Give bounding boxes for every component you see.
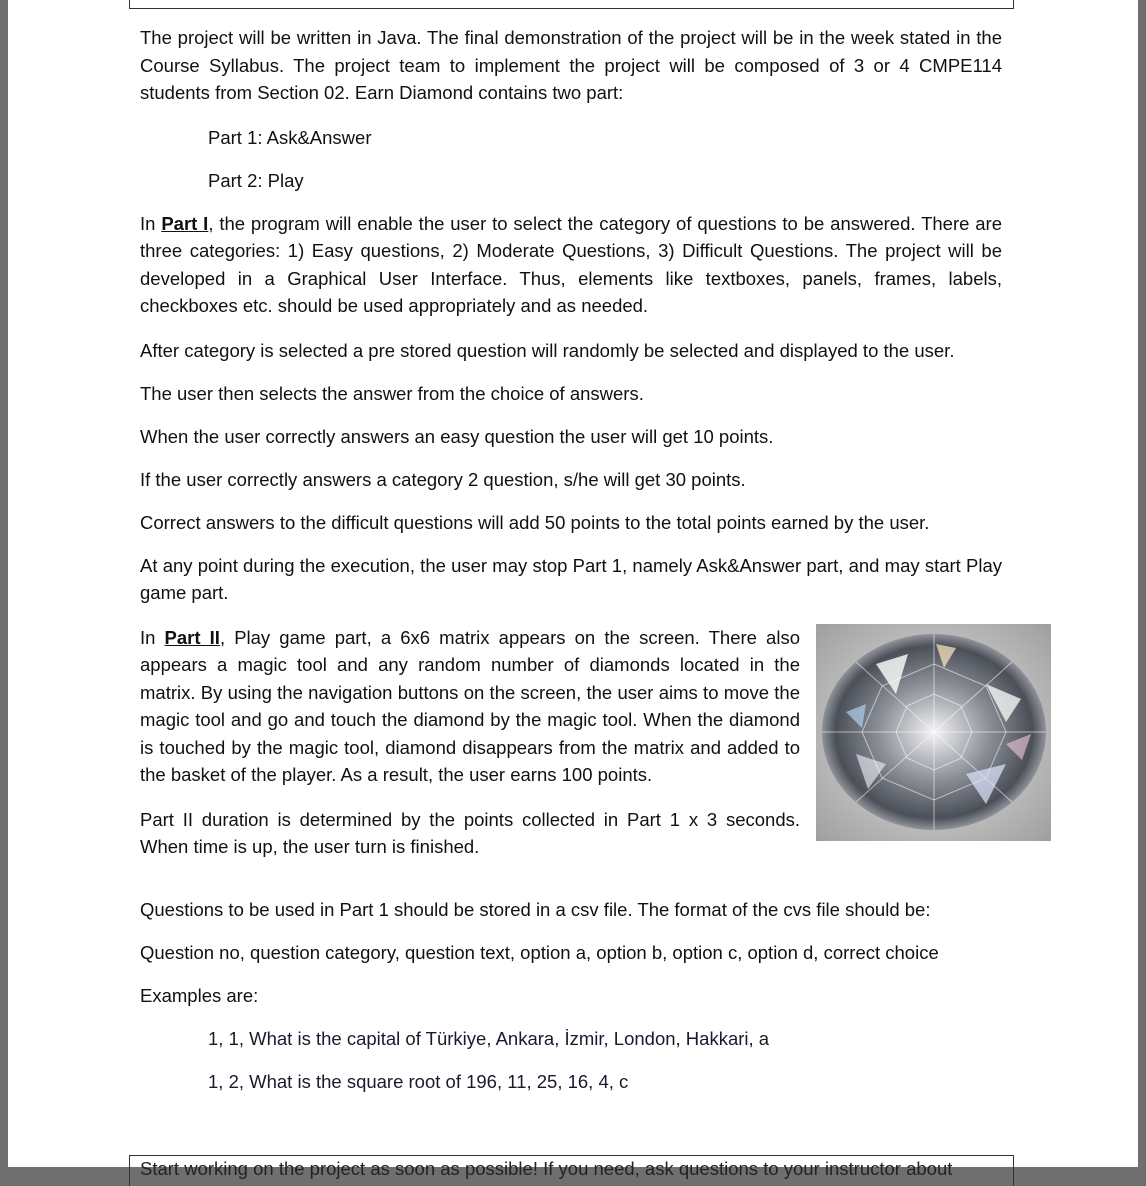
part-one-label: Part I — [161, 212, 209, 234]
footer-text: Start working on the project as soon as possible! If you need, ask questions to your instructor about — [140, 1158, 953, 1179]
examples-label: Examples are: — [140, 984, 259, 1006]
part-two-label: Part II — [164, 626, 220, 648]
part-two-text: , Play game part, a 6x6 matrix appears on the screen. There also appears a magic tool and any random number of diamonds located in the matrix. By using the navigation buttons on the screen, the user aims to move the magic tool and go and touch the diamond by the magic tool. When the diamond is touched by the magic tool, diamond disappears from the matrix and added to the basket of the player. As a result, the user earns 100 points. — [140, 626, 800, 785]
csv-intro-paragraph: Questions to be used in Part 1 should be stored in a csv file. The format of the cvs file should be: — [140, 898, 931, 920]
part-two-lead: In — [140, 626, 165, 648]
document-content — [140, 24, 1002, 1111]
diamond-photo-icon — [816, 624, 1051, 841]
csv-format-paragraph: Question no, question category, question text, option a, option b, option c, option d, correct choice — [140, 941, 939, 963]
part-one-lead: In — [140, 212, 162, 234]
stop-part-paragraph: At any point during the execution, the user may stop Part 1, namely Ask&Answer part, and may start Play game part. — [140, 554, 1002, 603]
example-line-2: 1, 2, What is the square root of 196, 11, 25, 16, 4, c — [208, 1070, 629, 1092]
example-line-1: 1, 1, What is the capital of Türkiye, Ankara, İzmir, London, Hakkari, a — [208, 1027, 770, 1049]
part-2-line: Part 2: Play — [208, 169, 304, 191]
difficult-points-paragraph: Correct answers to the difficult questions will add 50 points to the total points earned by the user. — [140, 511, 930, 533]
part-one-paragraph — [140, 210, 1002, 320]
select-answer-paragraph: The user then selects the answer from the choice of answers. — [140, 382, 644, 404]
diamond-image — [816, 624, 1051, 841]
category-selected-paragraph: After category is selected a pre stored question will randomly be selected and displayed to the user. — [140, 339, 955, 361]
intro-paragraph: The project will be written in Java. The final demonstration of the project will be in the week stated in the Course Syllabus. The project team to implement the project will be composed of 3 or 4 CMPE114 students from Section 02. Earn Diamond contains two part: — [140, 27, 1002, 103]
easy-points-paragraph: When the user correctly answers an easy question the user will get 10 points. — [140, 425, 774, 447]
part-one-text: , the program will enable the user to select the category of questions to be answered. There are three categories: 1) Easy questions, 2) Moderate Questions, 3) Difficult Questions. The project will be developed in a Graphical User Interface. Thus, elements like textboxes, panels, frames, labels, checkboxes etc. should be used appropriately and as needed. — [140, 212, 1003, 316]
top-bordered-box — [129, 0, 1014, 9]
duration-paragraph: Part II duration is determined by the points collected in Part 1 x 3 seconds. When time is up, the user turn is finished. — [140, 808, 800, 857]
part-1-line: Part 1: Ask&Answer — [208, 126, 372, 148]
document-page — [8, 0, 1138, 1179]
bottom-bordered-box — [129, 1155, 1014, 1186]
moderate-points-paragraph: If the user correctly answers a category 2 question, s/he will get 30 points. — [140, 468, 746, 490]
